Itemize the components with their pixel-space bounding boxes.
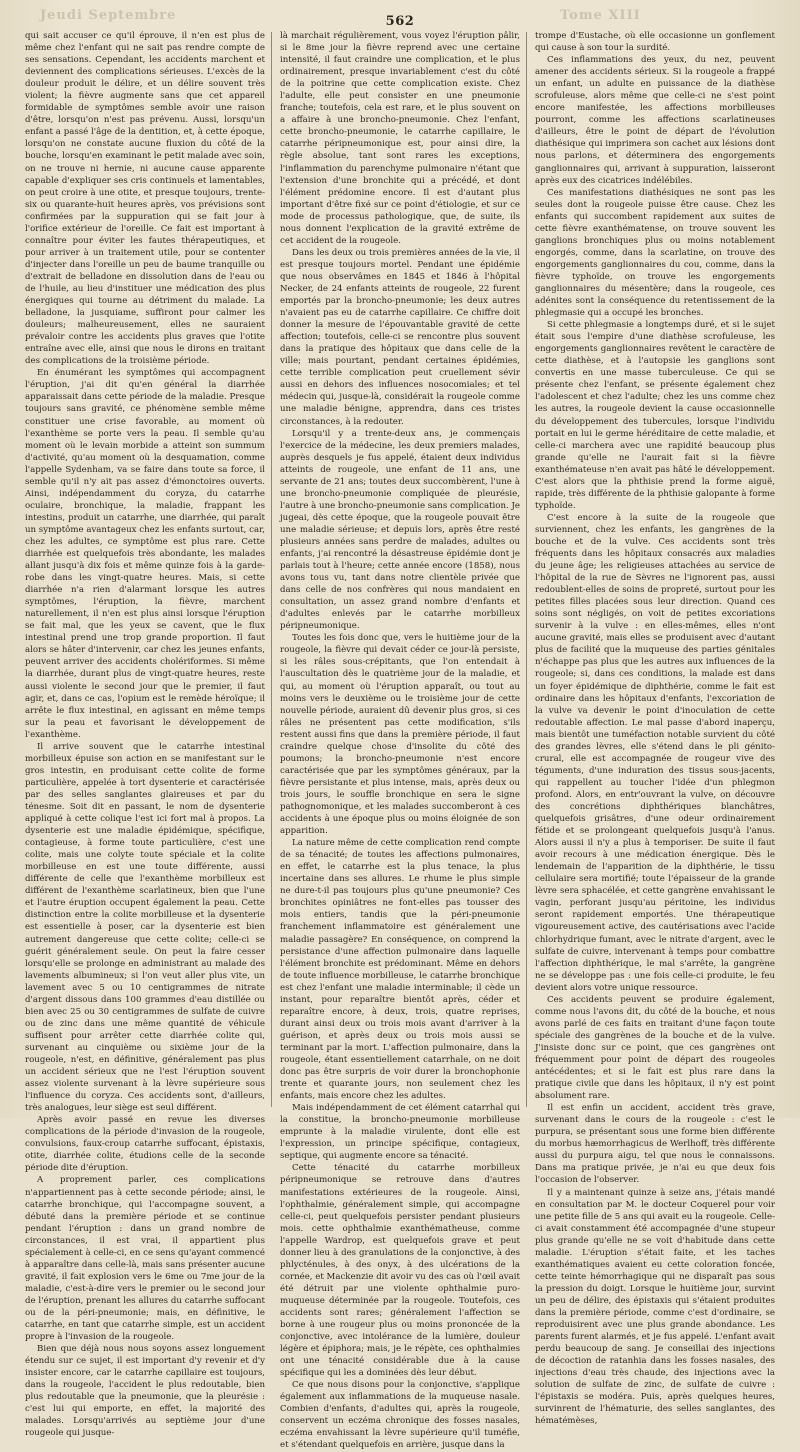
paragraph: Bien que déjà nous nous soyons assez longuement étendu sur ce sujet, il est important d'y revenir et d'y insister encore, car le catarrhe capillaire est toujours, dans la rougeole, l'accident le plus redoutable, bien plus redoutable que la pneumonie, que la pleurésie : c'est lui qui emporte, en effet, la majorité des malades. Lorsqu'arrivés au septième jour d'une rougeole qui jusque-	[25, 1344, 265, 1439]
show-through-text: Tome XIII	[560, 8, 641, 23]
paragraph: Si cette phlegmasie a longtemps duré, et si le sujet était sous l'empire d'une diathèse scrofuleuse, les engorgements ganglionnaires revêtent le caractère de cette diathèse, et à l'autopsie les ganglions sont convertis en une masse tuberculeuse. Ce qui se présente chez l'enfant, se présente également chez l'adolescent et chez l'adulte; chez les uns comme chez les autres, la rougeole devient la cause occasionnelle du développement des tubercules, lorsque l'individu portait en lui le germe héréditaire de cette maladie, et celle-ci marchera avec une rapidité beaucoup plus grande qu'elle ne l'aurait fait si la fièvre exanthémateuse n'en avait pas hâté le développement. C'est alors que la phthisie prend la forme aiguë, rapide, très différente de la phthisie galopante à forme typhoïde.	[535, 320, 775, 511]
column-1	[25, 30, 265, 1439]
paragraph: La nature même de cette complication rend compte de sa ténacité; de toutes les affections pulmonaires, en effet, le catarrhe est la plus tenace, la plus incertaine dans ses allures. Le rhume le plus simple ne dure-t-il pas toujours plus qu'une pneumonie? Ces bronchites opiniâtres ne font-elles pas tousser des mois entiers, tandis que la péri-pneumonie franchement inflammatoire est généralement une maladie passagère? En conséquence, on comprend la persistance d'une affection pulmonaire dans laquelle l'élément bronchite est prédominant. Même en dehors de toute influence morbilleuse, le catarrhe bronchique est chez l'enfant une maladie interminable; il cède un instant, pour reparaître bientôt après, céder et reparaître encore, à deux, trois, quatre reprises, durant ainsi deux ou trois mois avant d'arriver à la guérison, et après deux ou trois mois aussi se terminant par la mort. L'affection pulmonaire, dans la rougeole, étant essentiellement catarrhale, on ne doit donc pas être surpris de voir durer la bronchophonie trente et quarante jours, non seulement chez les enfants, mais encore chez les adultes.	[280, 838, 520, 1102]
paragraph: Toutes les fois donc que, vers le huitième jour de la rougeole, la fièvre qui devait céder ce jour-là persiste, si les râles sous-crépitants, que l'on entendait à l'auscultation dès le quatrième jour de la maladie, et qui, au moment où l'éruption apparaît, ou tout au moins vers le deuxième ou le troisième jour de cette nouvelle période, auraient dû devenir plus gros, si ces râles ne présentent pas cette modification, s'ils restent aussi fins que dans la première période, il faut craindre quelque chose d'insolite du côté des poumons; la broncho-pneumonie n'est encore caractérisée que par les symptômes généraux, par la fièvre persistante et plus intense, mais, après deux ou trois jours, le souffle bronchique en sera le signe pathognomonique, et les malades succomberont à ces accidents à une époque plus ou moins éloignée de son apparition.	[280, 633, 520, 837]
paragraph: Après avoir passé en revue les diverses complications de la période d'invasion de la rougeole, convulsions, faux-croup catarrhe suffocant, épistaxis, otite, diarrhée colite, étudions celle de la seconde période dite d'éruption.	[25, 1115, 265, 1174]
paragraph: A proprement parler, ces complications n'appartiennent pas à cette seconde période; ainsi, le catarrhe bronchique, qui l'accompagne souvent, a débuté dans la première période et se continue pendant l'éruption : dans un grand nombre de circonstances, il est vrai, il appartient plus spécialement à celle-ci, en ce sens qu'ayant commencé à apparaître dans celle-là, mais sans présenter aucune gravité, il fait explosion vers le 6me ou 7me jour de la maladie, c'est-à-dire vers le premier ou le second jour de l'éruption, prenant les allures du catarrhe suffocant ou de la péri-pneumonie; mais, en définitive, le catarrhe, en tant que catarrhe simple, est un accident propre à l'invasion de la rougeole.	[25, 1175, 265, 1343]
paragraph: trompe d'Eustache, où elle occasionne un gonflement qui cause à son tour la surdité.	[535, 31, 775, 54]
show-through-text: Jeudi Septembre	[40, 8, 177, 23]
paragraph: Ces manifestations diathésiques ne sont pas les seules dont la rougeole puisse être cause. Chez les enfants qui succombent rapidement aux suites de cette fièvre exanthématense, on trouve souvent les ganglions bronchiques plus ou moins notablement engorgés, comme, dans la scarlatine, on trouve des engorgements ganglionnaires du cou, comme, dans la fièvre typhoïde, on trouve les engorgements ganglionnaires du mésentère; dans la rougeole, ces adénites sont la conséquence du retentissement de la phlegmasie qui a occupé les bronches.	[535, 187, 775, 319]
paragraph: là marchait régulièrement, vous voyez l'éruption pâlir, si le 8me jour la fièvre reprend avec une certaine intensité, il faut craindre une complication, et le plus ordinairement, presque invariablement c'est du côté de la poitrine que cette complication existe. Chez l'adulte, elle peut consister en une pneumonie franche; toutefois, cela est rare, et le plus souvent on a affaire à une broncho-pneumonie. Chez l'enfant, cette broncho-pneumonie, le catarrhe capillaire, le catarrhe péripneumonique est, pour ainsi dire, la règle absolue, tant sont rares les exceptions, l'inflammation du parenchyme pulmonaire n'étant que l'extension d'une bronchite qui a précédé, et dont l'élément prédomine encore. Il est d'autant plus important d'être fixé sur ce point d'étiologie, et sur ce mode de processus pathologique, que, de suite, ils nous donnent l'explication de la gravité extrême de cet accident de la rougeole.	[280, 31, 520, 246]
paragraph: Ces accidents peuvent se produire également, comme nous l'avons dit, du côté de la bouche, et nous avons parlé de ces faits en traitant d'une façon toute spéciale des gangrènes de la bouche et de la vulve. J'insiste donc sur ce point, que ces gangrènes ont fréquemment pour point de départ des rougeoles antécédentes; et si le fait est plus rare dans la pratique civile que dans les hôpitaux, il n'y est point absolument rare.	[535, 994, 775, 1102]
paragraph: Ce que nous disons pour la conjonctive, s'applique également aux inflammations de la muqueuse nasale. Combien d'enfants, d'adultes qui, après la rougeole, conservent un eczéma chronique des fosses nasales, eczéma envahissant la lèvre supérieure qu'il tuméfie, et s'étendant quelquefois en arrière, jusque dans la	[280, 1380, 520, 1451]
paragraph: Il y a maintenant quinze à seize ans, j'étais mandé en consultation par M. le docteur Coquerel pour voir une petite fille de 5 ans qui avait eu la rougeole. Celle-ci avait constamment été accompagnée d'une stupeur plus grande qu'elle ne se voit d'habitude dans cette maladie. L'éruption s'était faite, et les taches exanthématiques avaient eu cette coloration foncée, cette teinte hémorrhagique qui ne disparaît pas sous la pression du doigt. Lorsque le huitième jour, survint un peu de délire, des épistaxis qui s'étaient produites dans la première période, comme c'est d'ordinaire, se reproduisirent avec une plus grande abondance. Les parents furent alarmés, et je fus appelé. L'enfant avait perdu beaucoup de sang. Je conseillai des injections de décoction de ratanhia dans les fosses nasales, des injections d'eau très chaude, des injections avec la solution de sulfate de zinc, de sulfate de cuivre : l'épistaxis se modéra. Puis, après quelques heures, survinrent de l'hématurie, des selles sanglantes, des hématémèses,	[535, 1187, 775, 1427]
paragraph: En énumérant les symptômes qui accompagnent l'éruption, j'ai dit qu'en général la diarrhée apparaissait dans cette période de la maladie. Presque toujours sans gravité, ce phénomène semble même constituer une crise favorable, au moment où l'exanthème se porte vers la peau. Il semble qu'au moment où le levain morbide a atteint son summum d'activité, qu'au moment où la desquamation, comme l'appelle Sydenham, va se faire dans toute sa force, il semble qu'il n'y ait pas assez d'émonctoires ouverts. Ainsi, indépendamment du coryza, du catarrhe oculaire, bronchique, la maladie, frappant les intestins, produit un catarrhe, une diarrhée, qui paraît un symptôme avantageux chez les enfants surtout, car, chez les adultes, ce symptôme est plus rare. Cette diarrhée est quelquefois très abondante, les malades allant jusqu'à dix fois et même quinze fois à la garde-robe dans les vingt-quatre heures. Mais, si cette diarrhée n'a rien d'alarmant lorsque les autres symptômes, l'éruption, la fièvre, marchent naturellement, il n'en est plus ainsi lorsque l'éruption se fait mal, que les yeux se cavent, que le flux intestinal prend une trop grande proportion. Il faut alors se hâter d'intervenir, car chez les jeunes enfants, peuvent arriver des accidents cholériformes. Si même la diarrhée, durant plus de vingt-quatre heures, reste aussi violente le second jour que le premier, il faut agir, et, dans ce cas, l'opium est le remède héroïque; il arrête le flux intestinal, en agissant en même temps sur la peau et favorisant le développement de l'exanthème.	[25, 368, 265, 740]
paragraph: qui sait accuser ce qu'il éprouve, il n'en est plus de même chez l'enfant qui ne sait pas rendre compte de ses sensations. Cependant, les accidents marchent et deviennent des complications sérieuses. L'excès de la douleur produit le délire, et un délire souvent très violent; la fièvre augmente sans que cet appareil formidable de symptômes semble avoir une raison d'être, lorsqu'on n'est pas prévenu. Aussi, lorsqu'un enfant a passé l'âge de la dentition, et, à cette époque, lorsqu'on ne constate aucune fluxion du côté de la bouche, lorsqu'en examinant le petit malade avec soin, on ne trouve ni hernie, ni aucune cause apparente capable d'expliquer ses cris continuels et lamentables, on peut croire à une otite, et presque toujours, trente-six ou quarante-huit heures après, vos prévisions sont confirmées par la suppuration qui se fait jour à l'orifice extérieur de l'oreille. Ce fait est important à connaître pour éviter les fautes thérapeutiques, et pour arriver à un traitement utile, pour se contenter d'injecter dans l'oreille un peu de baume tranquille ou d'extrait de belladone en dissolution dans de l'eau ou de l'huile, au lieu d'instituer une médication des plus énergiques qui tourne au détriment du malade. La belladone, la jusquiame, suffiront pour calmer les douleurs; malheureusement, elles ne sauraient prévaloir contre les accidents plus graves que l'otite entraîne avec elle, ainsi que nous le dirons en traitant des complications de la troisième période.	[25, 31, 265, 367]
paragraph: Il arrive souvent que le catarrhe intestinal morbilleux épuise son action en se manifestant sur le gros intestin, en produisant cette colite de forme particulière, appelée à tort dysenterie et caractérisée par des selles sanglantes glaireuses et par du ténesme. Soit dit en passant, le nom de dysenterie appliqué à cette colique l'est ici fort mal à propos. La dysenterie est une maladie épidémique, spécifique, contagieuse, à forme toute particulière, c'est une colite, mais une colyte toute spéciale et la colite morbilleuse en est une toute différente, aussi différente de celle que l'exanthème morbilleux est différent de l'exanthème scarlatineux, bien que l'une et l'autre éruption occupent également la peau. Cette distinction entre la colite morbilleuse et la dysenterie est essentielle à poser, car la dysenterie est bien autrement dangereuse que cette colite; celle-ci se guérit généralement seule. On peut la faire cesser lorsqu'elle se prolonge en administrant au malade des lavements albumineux; si l'on veut aller plus vite, un lavement avec 5 ou 10 centigrammes de nitrate d'argent dissous dans 100 grammes d'eau distillée ou bien avec 25 ou 30 centigrammes de sulfate de cuivre ou de zinc dans une même quantité de véhicule suffisent pour arrêter cette diarrhée colite qui, survenant au cinquième ou sixième jour de la rougeole, n'est, en définitive, généralement pas plus un accident sérieux que ne l'est l'éruption souvent assez violente survenant à la lèvre supérieure sous l'influence du coryza. Ces accidents sont, d'ailleurs, très analogues, leur siège est seul différent.	[25, 741, 265, 1114]
paragraph: Il est enfin un accident, accident très grave, survenant dans le cours de la rougeole : c'est le purpura, se présentant sous une forme bien différente du morbus hæmorrhagicus de Werlhoff, très différente aussi du purpura aigu, tel que nous le connaissons. Dans ma pratique privée, je n'ai eu que deux fois l'occasion de l'observer.	[535, 1103, 775, 1186]
paragraph: Dans les deux ou trois premières années de la vie, il est presque toujours mortel. Pendant une épidémie que nous observâmes en 1845 et 1846 à l'hôpital Necker, de 24 enfants atteints de rougeole, 22 furent emportés par la broncho-pneumonie; les deux autres n'avaient pas eu de catarrhe capillaire. Ce chiffre doit donner la mesure de l'épouvantable gravité de cette affection; toutefois, celle-ci se rencontre plus souvent dans la pratique des hôpitaux que dans celle de la ville; mais pourtant, pendant certaines épidémies, cette terrible complication peut cruellement sévir aussi en dehors des influences nosocomiales; et tel médecin qui, jusque-là, considérait la rougeole comme une maladie bénigne, apprendra, dans ces tristes circonstances, à la redouter.	[280, 247, 520, 427]
paragraph: Lorsqu'il y a trente-deux ans, je commençais l'exercice de la médecine, les deux premiers malades, auprès desquels je fus appelé, étaient deux individus atteints de rougeole, une enfant de 11 ans, une servante de 21 ans; toutes deux succombèrent, l'une à une broncho-pneumonie compliquée de pleurésie, l'autre à une broncho-pneumonie sans complication. Je jugeai, dès cette époque, que la rougeole pouvait être une maladie sérieuse; et depuis lors, après être resté plusieurs années sans perdre de malades, adultes ou enfants, j'ai rencontré la désastreuse épidémie dont je parlais tout à l'heure; cette année encore (1858), nous avons tous vu, tant dans notre clientèle privée que dans celle de nos confrères qui nous mandaient en consultation, un assez grand nombre d'enfants et d'adultes enlevés par le catarrhe morbilleux péripneumonique.	[280, 428, 520, 632]
paragraph: Cette ténacité du catarrhe morbilleux péripneumonique se retrouve dans d'autres manifestations extérieures de la rougeole. Ainsi, l'ophthalmie, généralement simple, qui accompagne celle-ci, peut quelquefois persister pendant plusieurs mois. cette ophthalmie exanthématheuse, comme l'appelle Wardrop, est quelquefois grave et peut donner lieu à des granulations de la conjonctive, à des phlycténules, à des onyx, à des ulcérations de la cornée, et Mackenzie dit avoir vu des cas où l'œil avait été détruit par une violente ophthalmie puro-muqueuse déterminée par la rougeole. Toutefois, ces accidents sont rares; généralement l'affection se borne à une rougeur plus ou moins prononcée de la conjonctive, avec intolérance de la lumière, douleur légère et épiphora; mais, je le répète, ces ophthalmies ont une ténacité considérable due à la cause spécifique qui les a dominées dès leur début.	[280, 1163, 520, 1379]
column-divider	[271, 32, 272, 1107]
page-number: 562	[385, 14, 415, 29]
paragraph: Ces inflammations des yeux, du nez, peuvent amener des accidents sérieux. Si la rougeole a frappé un enfant, un adulte en puissance de la diathèse scrofuleuse, alors même que celle-ci ne s'est point encore manifestée, les affections morbilleuses pourront, comme les affections scarlatineuses d'ailleurs, être le point de départ de l'évolution diathésique qui imprimera son cachet aux lésions dont nous parlons, et déterminera des engorgements ganglionnaires qui, arrivant à suppuration, laisseront après eux des cicatrices indélébiles.	[535, 55, 775, 186]
column-3	[535, 30, 775, 1427]
column-2	[280, 30, 520, 1451]
paragraph: C'est encore à la suite de la rougeole que surviennent, chez les enfants, les gangrènes de la bouche et de la vulve. Ces accidents sont très fréquents dans les hôpitaux consacrés aux maladies du jeune âge; les religieuses attachées au service de l'hôpital de la rue de Sèvres ne l'ignorent pas, aussi redoublent-elles de soins de propreté, surtout pour les petites filles placées sous leur direction. Quand ces soins sont négligés, on voit de petites excoriations survenir à la vulve : en elles-mêmes, elles n'ont aucune gravité, mais elles se produisent avec d'autant plus de facilité que la muqueuse des parties génitales n'échappe pas plus que les autres aux influences de la rougeole; si, dans ces conditions, la malade est dans un foyer épidémique de diphthérie, comme le fait est ordinaire dans les hôpitaux d'enfants, l'excoriation de la vulve va devenir le point d'inoculation de cette redoutable affection. Le mal passe d'abord inaperçu, mais bientôt une tuméfaction notable survient du côté des grandes lèvres, elle s'étend dans le pli génito-crural, elle est accompagnée de rougeur vive des téguments, d'une induration des tissus sous-jacents, qui rappellent au toucher l'idée d'un phlegmon profond. Alors, en entr'ouvrant la vulve, on découvre des concrétions diphthériques blanchâtres, quelquefois grisâtres, d'une odeur ordinairement fétide et se prolongeant quelquefois jusqu'à l'anus. Alors aussi il n'y a plus à temporiser. De suite il faut avoir recours à une médication énergique. Dès le lendemain de l'apparition de la diphthérie, le tissu cellulaire sera mortifié; toute l'épaisseur de la grande lèvre sera sphacélée, et cette gangrène envahissant le vagin, perforant jusqu'au péritoine, les individus seront rapidement emportés. Une thérapeutique vigoureusement active, des cautérisations avec l'acide chlorhydrique fumant, avec le nitrate d'argent, avec le sulfate de cuivre, intervenant à temps pour combattre l'affection diphthérique, le mal s'arrête, la gangrène ne se développe pas : une fois celle-ci produite, le feu devient alors votre unique ressource.	[535, 512, 775, 993]
column-divider	[526, 32, 527, 1107]
paragraph: Mais indépendamment de cet élément catarrhal qui la constitue, la broncho-pneumonie morbilleuse emprunte à la maladie virulente, dont elle est l'expression, un principe spécifique, contagieux, septique, qui augmente encore sa ténacité.	[280, 1103, 520, 1162]
